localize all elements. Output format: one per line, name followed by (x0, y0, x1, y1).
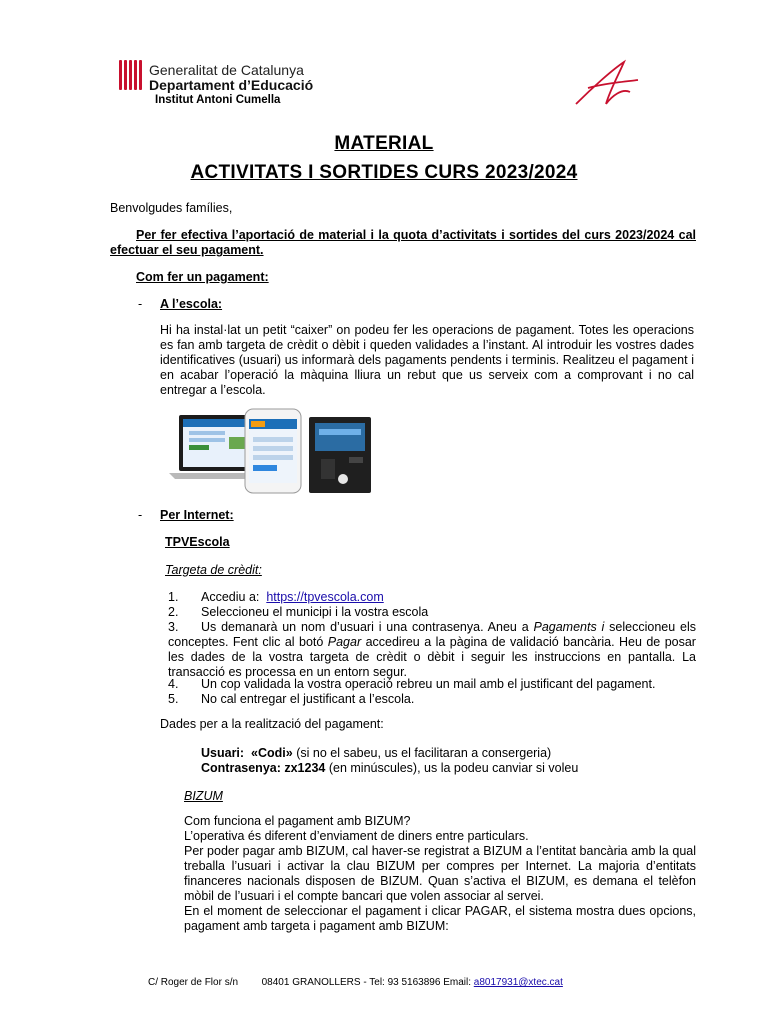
bizum-heading: BIZUM (184, 789, 223, 803)
user-label: Usuari: (201, 746, 245, 760)
step-text: Us demanarà un nom d’usuari i una contrasenya. Aneu a (201, 620, 529, 634)
list-item (168, 620, 696, 680)
generalitat-logo-icon (119, 60, 143, 90)
bizum-question: Com funciona el pagament amb BIZUM? (184, 814, 411, 828)
step-emphasis: Pagaments i (533, 620, 605, 634)
footer-email-link[interactable]: a8017931@xtec.cat (473, 977, 563, 988)
bizum-paragraph: En el moment de seleccionar el pagament i clicar PAGAR, el sistema mostra dues opcions, pagament amb targeta i pagament amb BIZUM: (184, 904, 696, 933)
list-item: Seleccioneu el municipi i la vostra escola (201, 605, 429, 619)
user-value: «Codi» (251, 746, 293, 760)
user-note: (si no el sabeu, us el facilitaran a consergeria) (296, 746, 552, 760)
how-to-pay-heading: Com fer un pagament: (136, 270, 269, 284)
list-item (201, 590, 384, 605)
bizum-paragraph: Per poder pagar amb BIZUM, cal haver-se registrat a BIZUM a l’entitat bancària amb la qual treballa l’usuari i activar la clau BIZUM per compres per Internet. La majoria d’entitats financeres nacionals disposen de BIZUM. Quan s’activa el BIZUM, es demana el telèfon mòbil de l’usuari i el compte bancari que volen associar al servei. (184, 844, 696, 903)
bizum-paragraph: L’operativa és diferent d’enviament de diners entre particulars. (184, 829, 529, 843)
step-number: 3. (168, 620, 179, 634)
school-name: Institut Antoni Cumella (155, 94, 281, 106)
password-line (201, 761, 578, 776)
step-number: 4. (168, 677, 179, 691)
bullet-dash: - (138, 297, 143, 311)
step-emphasis: Pagar (327, 635, 362, 649)
department-name: Departament d’Educació (149, 77, 314, 93)
step-text: accedireu a la pàgina de validació bancària. Heu de posar les dades de la vostra targeta de crèdit o dèbit i seguir les instruccions en pantalla. La transacció es processa en un entorn segur. (168, 635, 696, 679)
title-course: ACTIVITATS I SORTIDES CURS 2023/2024 (190, 162, 578, 183)
footer-address: C/ Roger de Flor s/n (148, 977, 239, 988)
password-note: (en minúscules), us la podeu canviar si voleu (328, 761, 579, 775)
title-material: MATERIAL (334, 133, 434, 154)
internet-heading: Per Internet: (160, 508, 234, 522)
school-option-text: Hi ha instal·lat un petit “caixer” on podeu fer les operacions de pagament. Totes les operacions es fan amb targeta de crèdit o dèbit i queden validades a l’instant. Al introduir les vostres dades identificatives (usuari) us informarà dels pagaments pendents i terminis. Realitzeu el pagament i en acabar l’operació la màquina lliura un rebut que us serveix com a comprovant i no cal entregar a l’escola. (160, 323, 694, 397)
greeting: Benvolgudes famílies, (110, 201, 233, 215)
step-number: 5. (168, 692, 179, 706)
org-name: Generalitat de Catalunya (149, 62, 304, 78)
payment-data-heading: Dades per a la realització del pagament: (160, 717, 384, 731)
step-number: 2. (168, 605, 179, 619)
tpvescola-heading: TPVEscola (165, 535, 230, 549)
step-text: seleccioneu els conceptes. Fent clic al botó (168, 620, 696, 649)
school-option-heading: A l’escola: (160, 297, 223, 311)
user-line (201, 746, 551, 761)
intro-text: Per fer efectiva l’aportació de material i la quota d’activitats i sortides del curs 2023/2024 cal efectuar el seu pagament. (110, 228, 696, 257)
payment-devices-image-icon (163, 407, 375, 495)
list-item: No cal entregar el justificant a l’escola. (201, 692, 415, 706)
footer (148, 977, 563, 988)
card-heading: Targeta de crèdit: (165, 563, 262, 577)
school-signature-logo-icon (572, 58, 642, 110)
tpvescola-link[interactable]: https://tpvescola.com (266, 590, 384, 604)
step-text: Accediu a: (201, 590, 260, 604)
footer-contact: 08401 GRANOLLERS - Tel: 93 5163896 Email: (261, 977, 471, 988)
bullet-dash: - (138, 508, 143, 522)
password-label: Contrasenya: zx1234 (201, 761, 326, 775)
step-number: 1. (168, 590, 179, 604)
list-item: Un cop validada la vostra operació rebreu un mail amb el justificant del pagament. (201, 677, 656, 691)
